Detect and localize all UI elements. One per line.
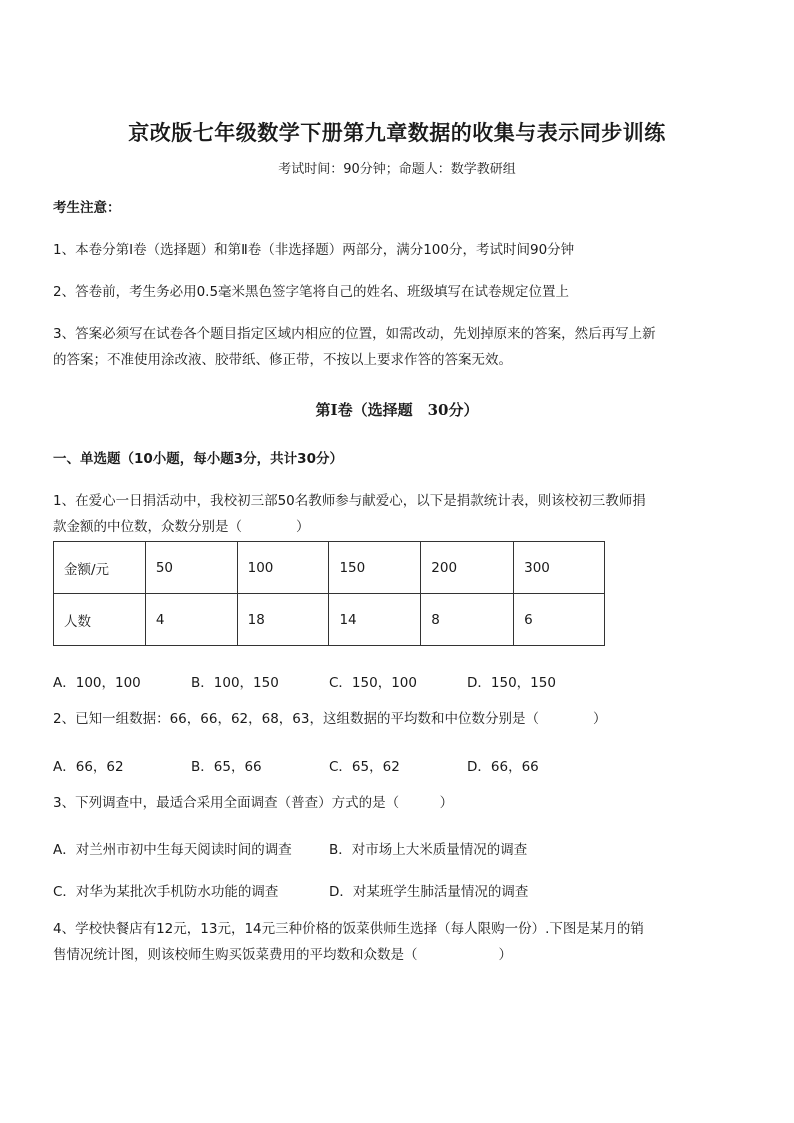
- question-3-text: 3、下列调查中，最适合采用全面调查（普查）方式的是（ ）: [53, 795, 454, 811]
- exam-info: 考试时间：90分钟；命题人：数学教研组: [278, 162, 516, 177]
- q3-option-b[interactable]: B．对市场上大米质量情况的调查: [329, 842, 528, 858]
- question-4-text: 4、学校快餐店有12元，13元，14元三种价格的饭菜供师生选择（每人限购一份）.下图是某月的销: [53, 921, 644, 937]
- table-cell: 14: [329, 594, 421, 646]
- table-cell: 150: [329, 542, 421, 594]
- q1-option-a[interactable]: A．100，100: [53, 675, 141, 691]
- table-cell: 6: [514, 594, 605, 646]
- table-cell: 50: [145, 542, 237, 594]
- donation-table: [53, 541, 605, 646]
- notice-heading: 考生注意：: [53, 200, 121, 216]
- table-cell: 金额/元: [54, 542, 146, 594]
- table-cell: 4: [145, 594, 237, 646]
- q2-option-c[interactable]: C．65，62: [329, 759, 400, 775]
- q3-option-a[interactable]: A．对兰州市初中生每天阅读时间的调查: [53, 842, 292, 858]
- q2-option-a[interactable]: A．66，62: [53, 759, 124, 775]
- table-cell: 8: [421, 594, 514, 646]
- section-title: 第Ⅰ卷（选择题 30分）: [315, 401, 479, 419]
- table-cell: 300: [514, 542, 605, 594]
- q1-option-b[interactable]: B．100，150: [191, 675, 279, 691]
- q2-option-d[interactable]: D．66，66: [467, 759, 539, 775]
- question-4-text-cont: 售情况统计图，则该校师生购买饭菜费用的平均数和众数是（ ）: [53, 947, 512, 963]
- page-title: 京改版七年级数学下册第九章数据的收集与表示同步训练: [128, 120, 666, 145]
- table-cell: 18: [237, 594, 329, 646]
- notice-item-3-cont: 的答案；不准使用涂改液、胶带纸、修正带，不按以上要求作答的答案无效。: [53, 352, 512, 368]
- question-2-text: 2、已知一组数据：66，66，62，68，63，这组数据的平均数和中位数分别是（ ）: [53, 711, 607, 727]
- q2-option-b[interactable]: B．65，66: [191, 759, 262, 775]
- notice-item-2: 2、答卷前，考生务必用0.5毫米黑色签字笔将自己的姓名、班级填写在试卷规定位置上: [53, 284, 570, 300]
- notice-item-3: 3、答案必须写在试卷各个题目指定区域内相应的位置，如需改动，先划掉原来的答案，然后再写上新: [53, 326, 656, 342]
- table-row: [54, 594, 605, 646]
- q3-option-c[interactable]: C．对华为某批次手机防水功能的调查: [53, 884, 279, 900]
- table-cell: 200: [421, 542, 514, 594]
- part-heading: 一、单选题（10小题，每小题3分，共计30分）: [53, 451, 343, 467]
- question-1-text: 1、在爱心一日捐活动中，我校初三部50名教师参与献爱心，以下是捐款统计表，则该校初三教师捐: [53, 493, 646, 509]
- q1-option-d[interactable]: D．150，150: [467, 675, 556, 691]
- table-cell: 人数: [54, 594, 146, 646]
- q3-option-d[interactable]: D．对某班学生肺活量情况的调查: [329, 884, 529, 900]
- table-cell: 100: [237, 542, 329, 594]
- notice-item-1: 1、本卷分第Ⅰ卷（选择题）和第Ⅱ卷（非选择题）两部分，满分100分，考试时间90分钟: [53, 242, 575, 258]
- table-row: [54, 542, 605, 594]
- question-1-text-cont: 款金额的中位数，众数分别是（ ）: [53, 519, 310, 535]
- q1-option-c[interactable]: C．150，100: [329, 675, 417, 691]
